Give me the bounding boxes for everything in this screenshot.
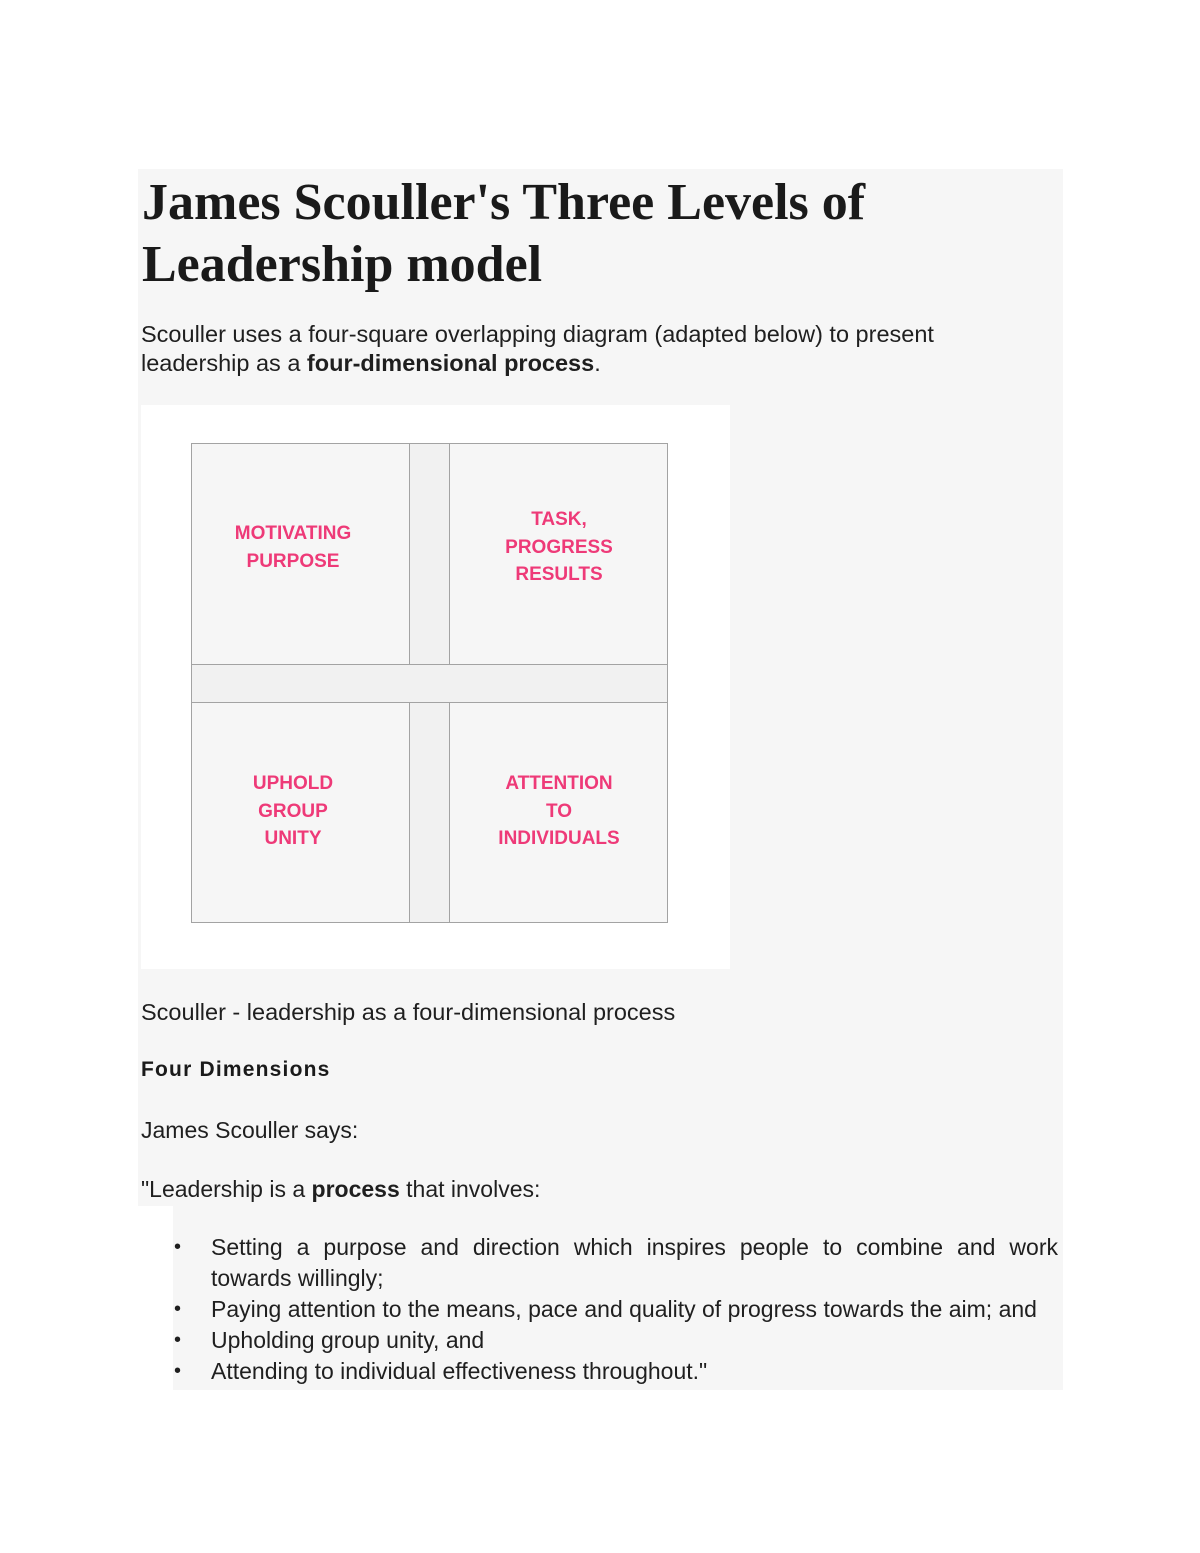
horizontal-overlap-band xyxy=(192,664,667,703)
intro-end: . xyxy=(594,350,601,376)
intro-paragraph xyxy=(141,320,1041,378)
quadrant-task-progress-results: TASK, PROGRESS RESULTS xyxy=(505,509,613,585)
list-item-text: Setting a purpose and direction which inspires people to combine and work towards willingly; xyxy=(211,1234,1058,1291)
quote-intro xyxy=(141,1175,540,1204)
list-item xyxy=(174,1325,1058,1356)
intro-text: Scouller uses a four-square overlapping diagram (adapted below) to present leadership as a xyxy=(141,321,934,376)
quadrant-attention-to-individuals: ATTENTION TO INDIVIDUALS xyxy=(498,773,620,849)
quadrant-motivating-purpose: MOTIVATING PURPOSE xyxy=(234,523,352,572)
list-item xyxy=(174,1232,1058,1294)
intro-bold: four-dimensional process xyxy=(306,350,595,376)
quote-intro-text: "Leadership is a xyxy=(141,1176,312,1202)
list-item-text: Upholding group unity, and xyxy=(211,1327,485,1353)
quote-intro-bold: process xyxy=(311,1176,400,1202)
four-square-diagram xyxy=(191,443,668,923)
bullet-icon: • xyxy=(174,1329,182,1351)
quote-intro-end: that involves: xyxy=(399,1176,541,1202)
attribution-line: James Scouller says: xyxy=(141,1117,359,1143)
list-item xyxy=(174,1356,1058,1387)
section-heading: Four Dimensions xyxy=(141,1058,331,1081)
list-item-text: Attending to individual effectiveness throughout." xyxy=(211,1358,708,1384)
list-item-text: Paying attention to the means, pace and quality of progress towards the aim; and xyxy=(211,1296,1037,1322)
page-title: James Scouller's Three Levels of Leadership model xyxy=(142,174,866,293)
dimension-list xyxy=(174,1232,1058,1387)
bullet-icon: • xyxy=(174,1236,182,1258)
quadrant-uphold-group-unity: UPHOLD GROUP UNITY xyxy=(252,773,334,849)
list-item xyxy=(174,1294,1058,1325)
diagram-caption: Scouller - leadership as a four-dimensional process xyxy=(141,999,676,1025)
bullet-icon: • xyxy=(174,1298,182,1320)
bullet-icon: • xyxy=(174,1360,182,1382)
